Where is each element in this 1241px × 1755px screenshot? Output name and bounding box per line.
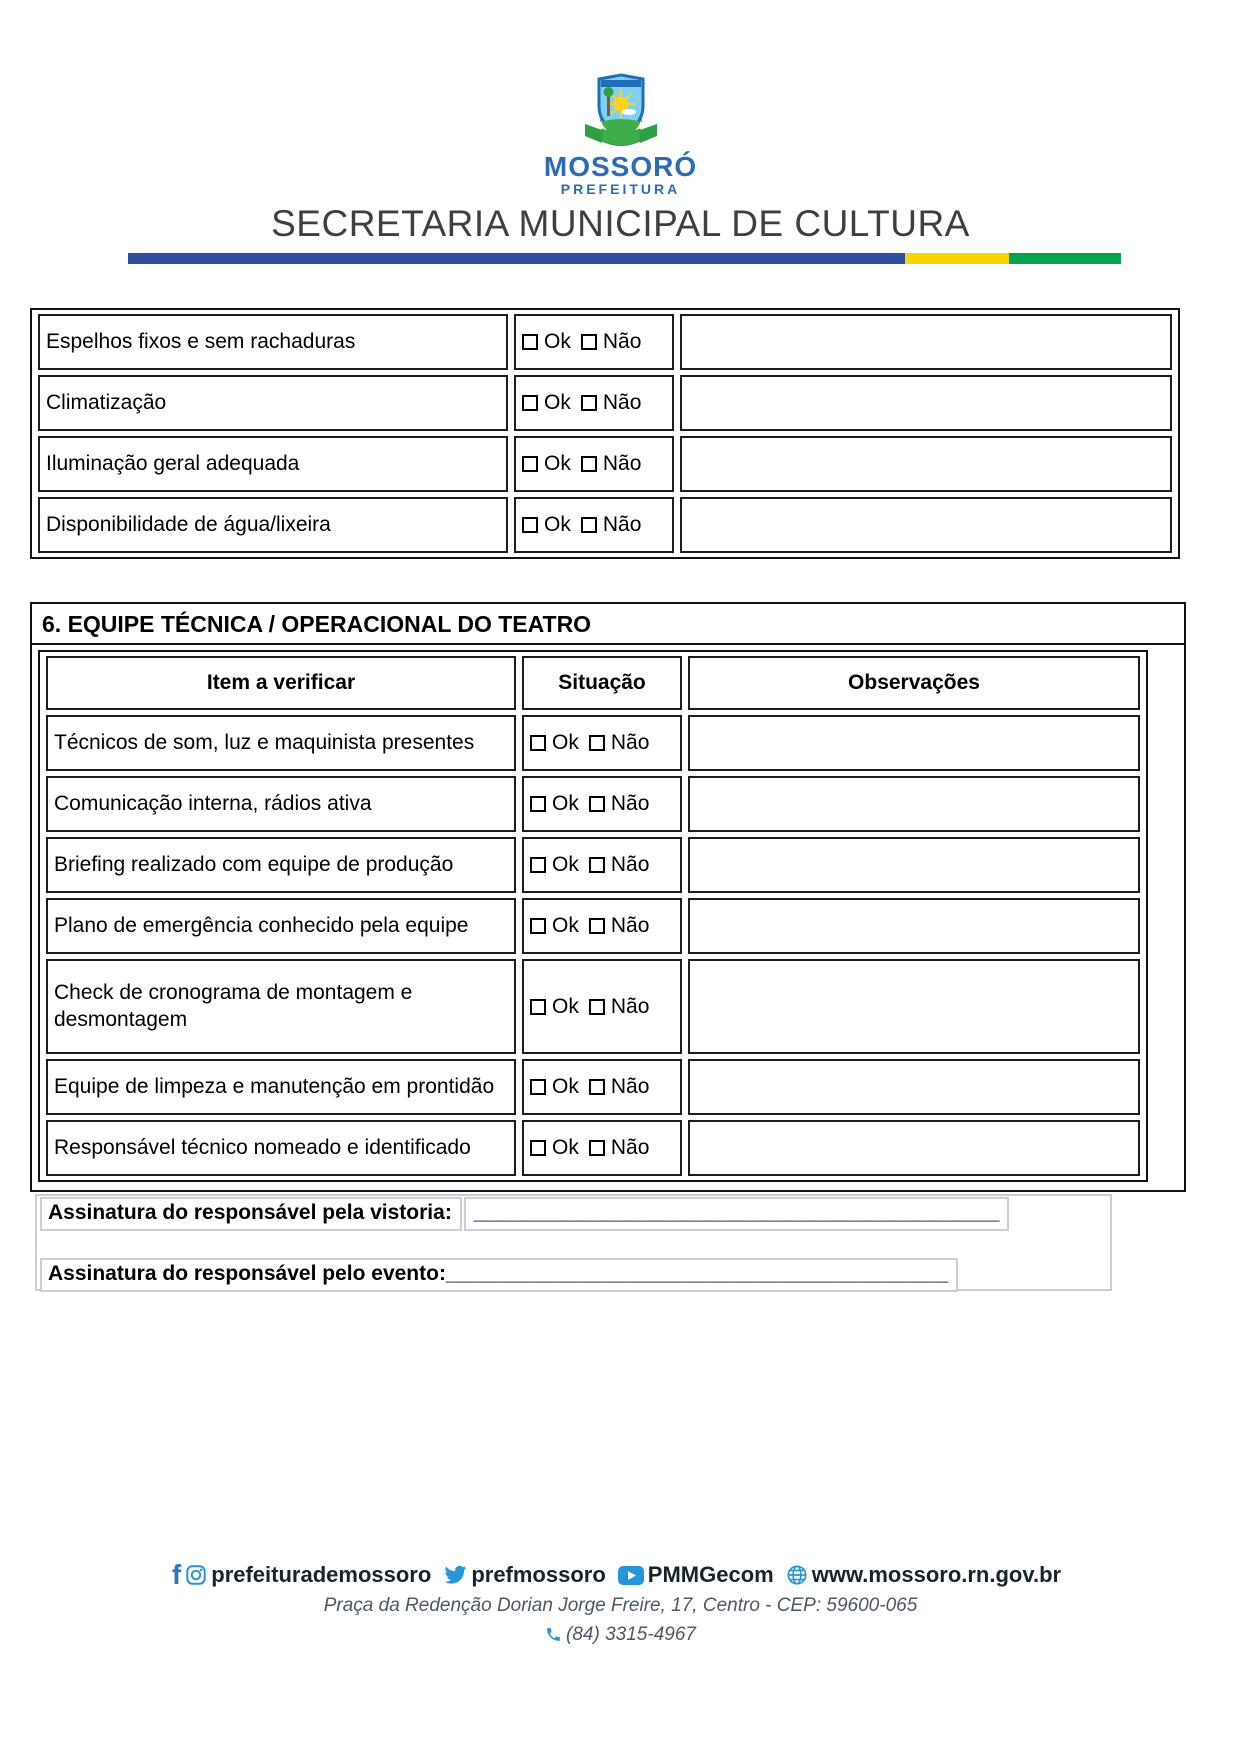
address-line: Praça da Redenção Dorian Jorge Freire, 17, Centro - CEP: 59600-065	[323, 1595, 918, 1616]
table-row	[46, 837, 1140, 893]
evento-signature-line[interactable]: ___________________________________________	[445, 1262, 949, 1285]
item-label	[46, 959, 516, 1054]
col-header-status: Situação	[522, 656, 682, 710]
nao-label: Não	[610, 1136, 650, 1159]
ok-label: Ok	[544, 452, 571, 475]
ok-checkbox[interactable]	[530, 857, 546, 873]
vistoria-signature-label: Assinatura do responsável pela vistoria:	[40, 1197, 462, 1231]
nao-checkbox[interactable]	[589, 735, 605, 751]
status-cell	[514, 497, 674, 553]
evento-signature-label: Assinatura do responsável pelo evento:	[48, 1262, 446, 1285]
ok-checkbox[interactable]	[530, 735, 546, 751]
nao-label: Não	[602, 513, 642, 536]
section-6-title: 6. EQUIPE TÉCNICA / OPERACIONAL DO TEATRO	[32, 604, 1184, 645]
observations-cell[interactable]	[680, 436, 1172, 492]
ribbon-left	[585, 124, 602, 143]
observations-cell[interactable]	[688, 776, 1140, 832]
ok-checkbox[interactable]	[522, 456, 538, 472]
ok-checkbox[interactable]	[530, 1140, 546, 1156]
ok-checkbox[interactable]	[522, 395, 538, 411]
nao-checkbox[interactable]	[589, 1079, 605, 1095]
ok-checkbox[interactable]	[530, 999, 546, 1015]
department-title: SECRETARIA MUNICIPAL DE CULTURA	[271, 203, 970, 244]
inspection-table-continued	[30, 308, 1180, 559]
nao-label: Não	[610, 994, 650, 1018]
nao-checkbox[interactable]	[589, 999, 605, 1015]
instagram-icon	[185, 1564, 207, 1586]
phone-number: (84) 3315-4967	[566, 1624, 696, 1645]
item-label: Comunicação interna, rádios ativa	[46, 776, 516, 832]
ok-checkbox[interactable]	[522, 334, 538, 350]
social-handle-twitter: prefmossoro	[471, 1562, 606, 1587]
globe-icon	[786, 1564, 808, 1586]
item-label: Equipe de limpeza e manutenção em prontidão	[46, 1059, 516, 1115]
nao-checkbox[interactable]	[581, 456, 597, 472]
status-cell	[522, 776, 682, 832]
status-cell	[522, 837, 682, 893]
table-row	[46, 898, 1140, 954]
status-cell	[522, 1059, 682, 1115]
observations-cell[interactable]	[688, 898, 1140, 954]
item-label: Responsável técnico nomeado e identificado	[46, 1120, 516, 1176]
nao-checkbox[interactable]	[581, 517, 597, 533]
social-handle-youtube: PMMGecom	[647, 1562, 774, 1587]
table-header-row	[46, 656, 1140, 710]
nao-label: Não	[610, 914, 650, 937]
ok-label: Ok	[544, 391, 571, 414]
nao-label: Não	[610, 1075, 650, 1098]
nao-checkbox[interactable]	[589, 918, 605, 934]
facebook-icon: f	[171, 1559, 182, 1590]
nao-checkbox[interactable]	[581, 395, 597, 411]
ok-label: Ok	[544, 330, 571, 353]
status-cell	[522, 959, 682, 1054]
ribbon-right	[640, 124, 657, 143]
item-label: Plano de emergência conhecido pela equipe	[46, 898, 516, 954]
ok-label: Ok	[552, 914, 579, 937]
table-row	[46, 959, 1140, 1054]
city-seal-logo	[576, 72, 666, 152]
table-row	[38, 314, 1172, 370]
brand-color-bar	[128, 253, 1121, 264]
observations-cell[interactable]	[688, 1059, 1140, 1115]
observations-cell[interactable]	[680, 314, 1172, 370]
social-handle-fb-ig: prefeiturademossoro	[211, 1562, 432, 1587]
ok-label: Ok	[552, 1075, 579, 1098]
status-cell	[522, 715, 682, 771]
twitter-icon	[443, 1563, 467, 1587]
table-row	[46, 715, 1140, 771]
footer-social-line	[0, 1559, 1241, 1590]
ok-label: Ok	[552, 731, 579, 754]
section-6	[30, 602, 1186, 1192]
ok-label: Ok	[552, 1136, 579, 1159]
youtube-icon	[618, 1566, 644, 1585]
col-header-obs: Observações	[688, 656, 1140, 710]
item-label: Técnicos de som, luz e maquinista presentes	[46, 715, 516, 771]
table-row	[46, 1059, 1140, 1115]
vistoria-signature-line[interactable]: _____________________________________________	[464, 1197, 1010, 1231]
item-label: Espelhos fixos e sem rachaduras	[38, 314, 508, 370]
observations-cell[interactable]	[680, 497, 1172, 553]
table-row	[46, 776, 1140, 832]
section-6-table	[38, 650, 1148, 1182]
item-label-text: Check de cronograma de montagem e desmontagem	[54, 981, 413, 1031]
status-cell	[522, 1120, 682, 1176]
observations-cell[interactable]	[680, 375, 1172, 431]
status-cell	[514, 314, 674, 370]
status-cell	[522, 898, 682, 954]
item-label: Iluminação geral adequada	[38, 436, 508, 492]
city-subtitle: PREFEITURA	[560, 181, 681, 197]
ok-checkbox[interactable]	[530, 796, 546, 812]
nao-label: Não	[610, 853, 650, 876]
ok-checkbox[interactable]	[522, 517, 538, 533]
ok-label: Ok	[552, 853, 579, 876]
table-row	[38, 497, 1172, 553]
observations-cell[interactable]	[688, 715, 1140, 771]
ok-label: Ok	[552, 792, 579, 815]
ok-checkbox[interactable]	[530, 1079, 546, 1095]
status-cell	[514, 436, 674, 492]
item-label: Briefing realizado com equipe de produção	[46, 837, 516, 893]
observations-cell[interactable]	[688, 959, 1140, 1054]
table-row	[38, 375, 1172, 431]
col-header-item: Item a verificar	[46, 656, 516, 710]
phone-icon	[545, 1626, 562, 1643]
nao-label: Não	[602, 452, 642, 475]
phone-line	[0, 1624, 1241, 1646]
table-row	[46, 1120, 1140, 1176]
city-name: MOSSORÓ	[543, 151, 698, 182]
bar-green-segment	[1009, 253, 1121, 264]
nao-label: Não	[610, 731, 650, 754]
observations-cell[interactable]	[688, 837, 1140, 893]
nao-label: Não	[602, 330, 642, 353]
item-label: Climatização	[38, 375, 508, 431]
nao-label: Não	[610, 792, 650, 815]
bar-yellow-segment	[905, 253, 1009, 264]
ok-label: Ok	[544, 513, 571, 536]
vistoria-signature-row	[40, 1197, 1009, 1231]
nao-checkbox[interactable]	[589, 1140, 605, 1156]
evento-signature-box	[40, 1258, 958, 1292]
nao-checkbox[interactable]	[589, 796, 605, 812]
item-label: Disponibilidade de água/lixeira	[38, 497, 508, 553]
table-row	[38, 436, 1172, 492]
nao-checkbox[interactable]	[581, 334, 597, 350]
observations-cell[interactable]	[688, 1120, 1140, 1176]
nao-checkbox[interactable]	[589, 857, 605, 873]
ok-label: Ok	[552, 994, 579, 1018]
ok-checkbox[interactable]	[530, 918, 546, 934]
nao-label: Não	[602, 391, 642, 414]
status-cell	[514, 375, 674, 431]
signature-section	[35, 1194, 1112, 1291]
website-url: www.mossoro.rn.gov.br	[811, 1562, 1062, 1587]
evento-signature-row	[40, 1258, 958, 1292]
bar-blue-segment	[128, 253, 905, 264]
